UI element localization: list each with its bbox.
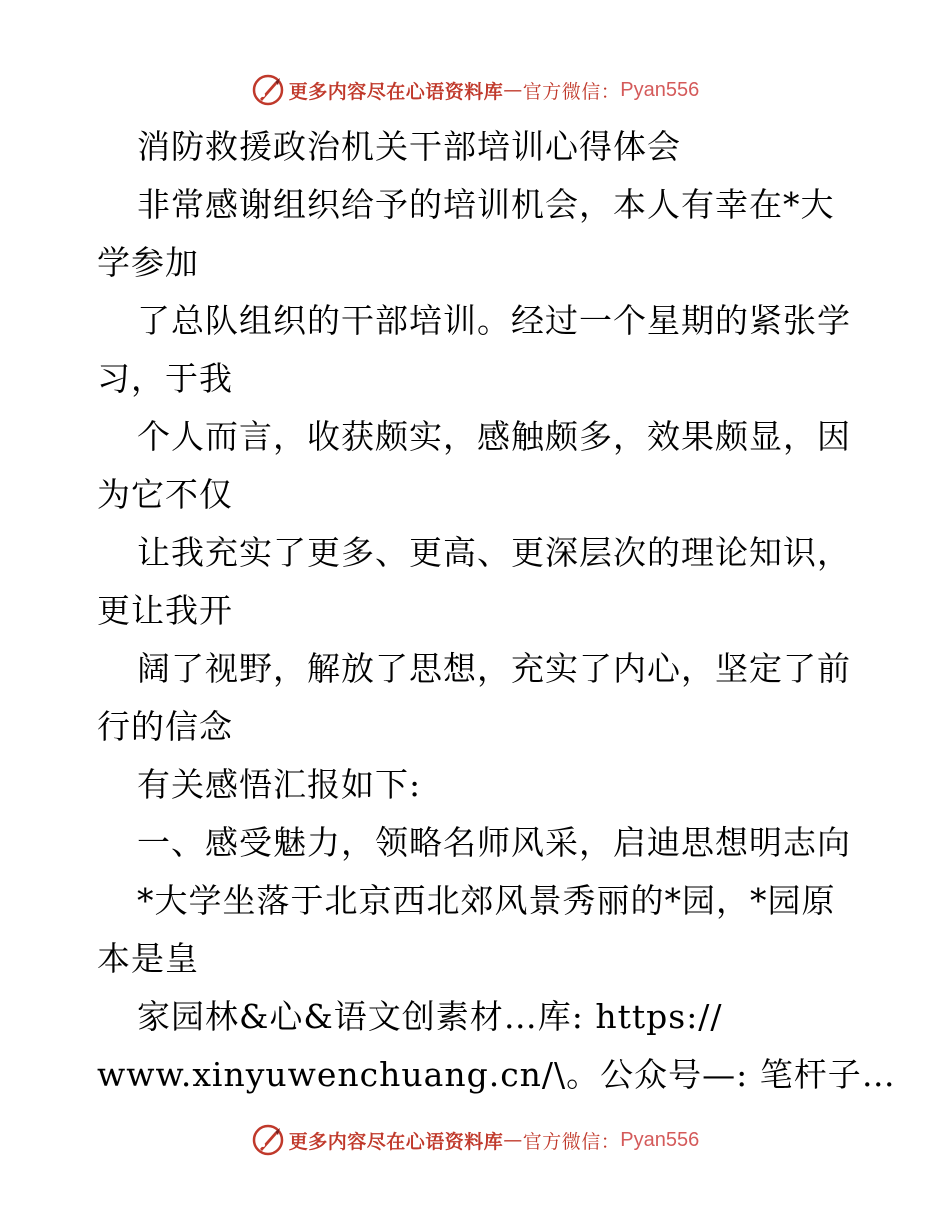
header-watermark <box>0 70 950 110</box>
paragraph-line: 为它不仅 <box>97 475 233 514</box>
watermark-contact-id: Pyan556 <box>620 78 700 101</box>
paragraph-line: 有关感悟汇报如下: <box>137 765 422 804</box>
quill-pen-logo-icon <box>251 1123 285 1157</box>
quill-pen-logo-icon <box>251 73 285 107</box>
document-title: 消防救援政治机关干部培训心得体会 <box>137 127 681 166</box>
document-body <box>97 118 896 1104</box>
paragraph-line: 本是皇 <box>97 939 199 978</box>
paragraph-line: *大学坐落于北京西北郊风景秀丽的*园，*园原 <box>137 881 836 920</box>
paragraph-line: 了总队组织的干部培训。经过一个星期的紧张学 <box>137 301 851 340</box>
watermark-contact-id: Pyan556 <box>620 1128 700 1151</box>
section-heading: 一、感受魅力，领略名师风采，启迪思想明志向 <box>137 823 851 862</box>
paragraph-line: 更让我开 <box>97 591 233 630</box>
paragraph-line: 非常感谢组织给予的培训机会，本人有幸在*大 <box>137 185 835 224</box>
paragraph-line: 学参加 <box>97 243 199 282</box>
watermark-contact-label: 官方微信： <box>522 80 621 103</box>
watermark-dash: — <box>503 1129 523 1151</box>
paragraph-line: 行的信念 <box>97 707 233 746</box>
paragraph-line: 家园林&心&语文创素材…库: https:// <box>137 997 723 1036</box>
footer-watermark <box>0 1120 950 1160</box>
paragraph-line: 个人而言，收获颇实，感触颇多，效果颇显，因 <box>137 417 851 456</box>
paragraph-line: 让我充实了更多、更高、更深层次的理论知识， <box>137 533 851 572</box>
watermark-dash: — <box>503 79 523 101</box>
watermark-text: 更多内容尽在心语资料库 <box>288 1130 504 1153</box>
watermark-contact-label: 官方微信： <box>522 1130 621 1153</box>
paragraph-line: 习，于我 <box>97 359 233 398</box>
watermark-text: 更多内容尽在心语资料库 <box>288 80 504 103</box>
paragraph-line: 阔了视野，解放了思想，充实了内心，坚定了前 <box>137 649 851 688</box>
paragraph-line: www.xinyuwenchuang.cn/\。公众号—: 笔杆子… <box>97 1055 896 1094</box>
